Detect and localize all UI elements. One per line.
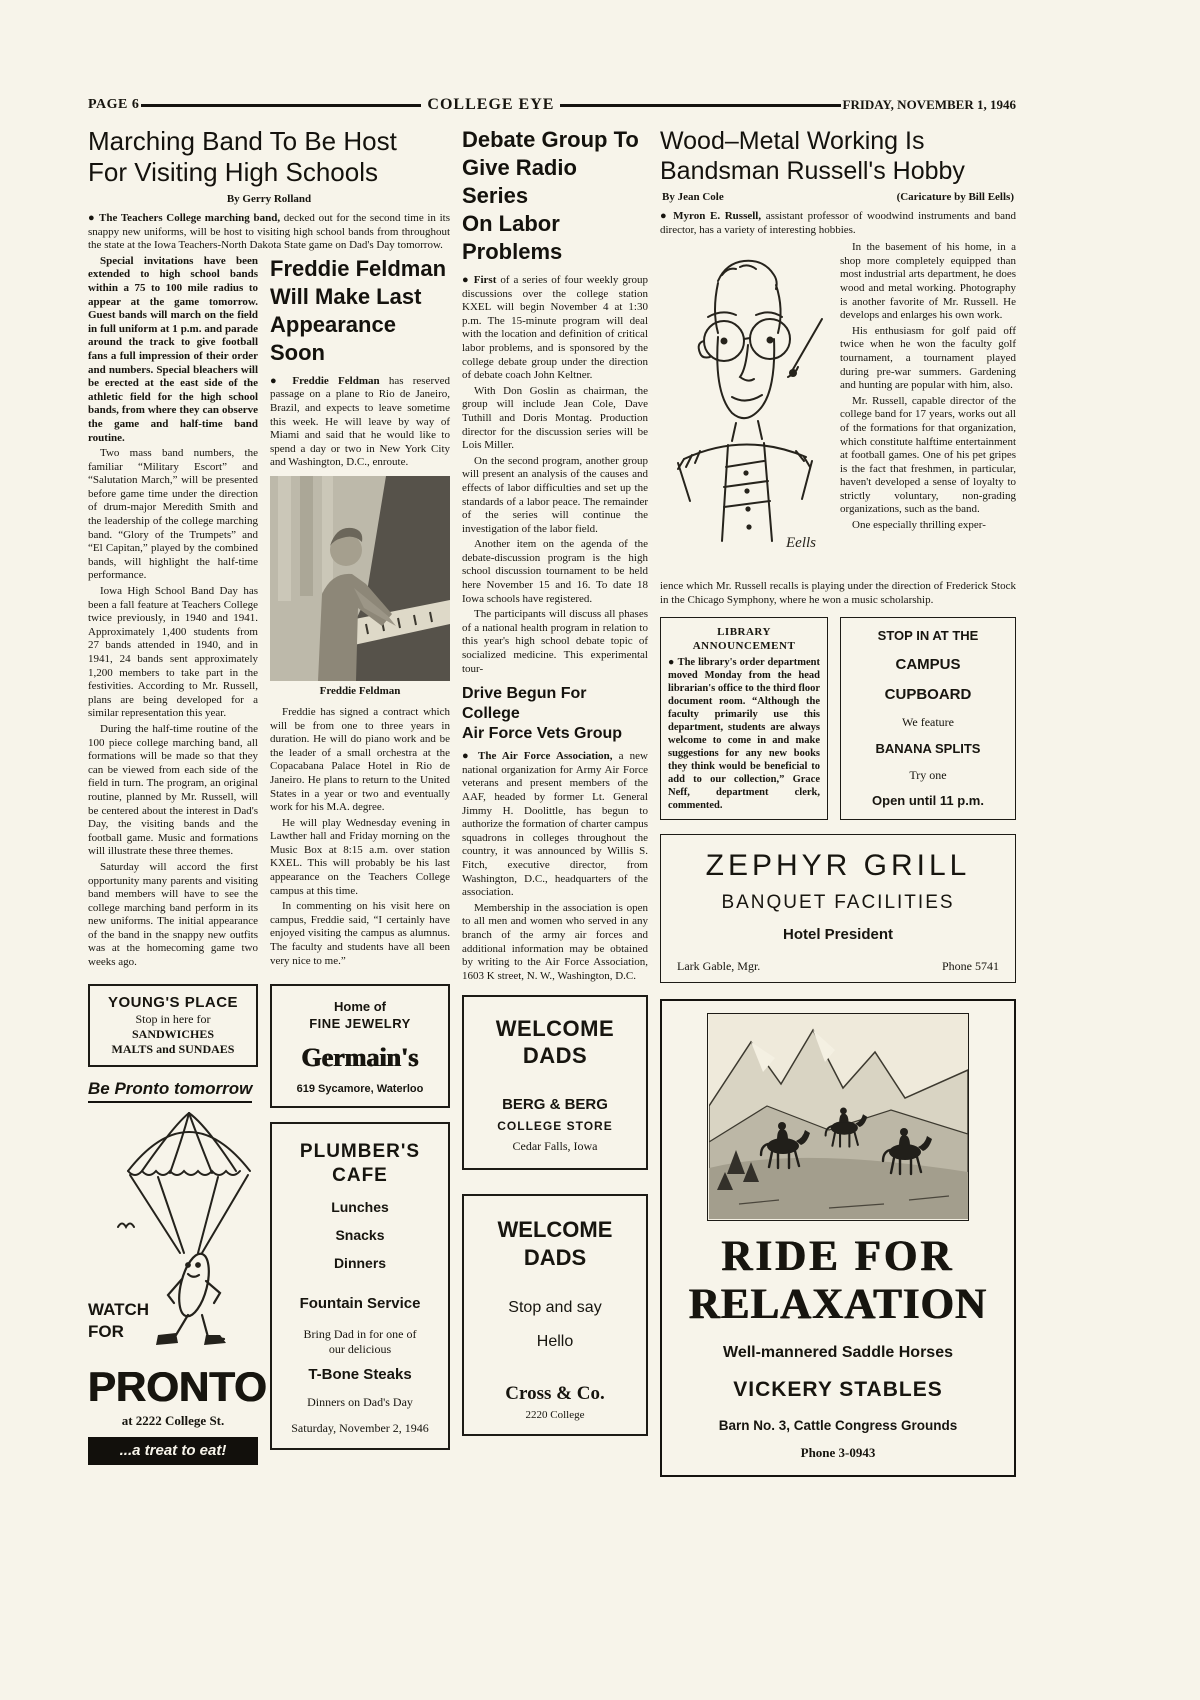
youngs-line: Stop in here for: [135, 1011, 211, 1026]
zephyr-line: BANQUET FACILITIES: [721, 892, 955, 914]
paragraph: One especially thrilling exper-: [852, 519, 986, 532]
paragraph: ience which Mr. Russell recalls is playing under the direction of Frederick Stock in the Chicago Symphony, where he won a music scholarship.: [660, 580, 1016, 606]
paragraph: In the basement of his home, in a shop more completely equipped than most industrial arts department, he does wood and metal working. Photography is another favorite of Mr. Russell. He develops and enlarges his own work.: [840, 241, 1016, 322]
cupboard-hours: Open until 11 p.m.: [872, 793, 984, 809]
caricature-signature: Eells: [786, 535, 816, 552]
pronto-watch-for: [88, 1299, 149, 1343]
plumbers-event: Dinners on Dad's Day: [307, 1395, 413, 1410]
germains-line: Home of: [334, 999, 386, 1015]
headline-line: Give Radio Series: [462, 155, 577, 208]
ride-phone: Phone 3-0943: [800, 1445, 876, 1461]
cupboard-try: Try one: [909, 767, 947, 782]
ad-vickery-stables: [660, 999, 1016, 1477]
ad-plumbers-cafe: [270, 1122, 450, 1450]
lede-text: assistant professor of woodwind instruments and band director, has a variety of interesting hobbies.: [660, 210, 1016, 236]
freddie-headline: [270, 255, 450, 367]
pronto-name: PRONTO: [88, 1362, 267, 1410]
caricature-credit: (Caricature by Bill Eells): [896, 191, 1014, 203]
masthead-rule-left: [141, 104, 421, 107]
cross-line: Stop and say: [508, 1299, 602, 1317]
lede-lead-in: ● First: [462, 274, 497, 286]
zephyr-manager: Lark Gable, Mgr.: [677, 959, 761, 974]
germains-address: 619 Sycamore, Waterloo: [296, 1083, 424, 1096]
berg-city: Cedar Falls, Iowa: [512, 1139, 598, 1154]
lede-lead-in: ● Myron E. Russell,: [660, 210, 762, 222]
ride-headline: RIDE FOR: [721, 1233, 955, 1281]
ad-germains: [270, 984, 450, 1108]
lede-text: decked out for the second time in its snappy new uniforms, will be host to visiting high school bands from throughout the state at the Iowa Teachers-North Dakota State game on Dad's Day tomorrow.: [88, 212, 450, 252]
headline-line: Wood–Metal Working Is: [660, 127, 925, 155]
ride-headline: RELAXATION: [688, 1281, 988, 1329]
airforce-headline: [462, 684, 648, 744]
masthead-rule-right: [560, 104, 840, 107]
paragraph: His enthusiasm for golf paid off twice when he won the faculty golf tournament, a tournament played during pre-war summers. Gardening and hunting are popular with him, also.: [840, 324, 1016, 392]
newspaper-title: COLLEGE EYE: [427, 96, 555, 113]
paragraph: With Don Goslin as chairman, the group will include Jean Cole, Dave Tuthill and Doris Montag. Production director for the discussion series will be Lois Miller.: [462, 384, 648, 452]
marching-band-body: [88, 255, 258, 970]
page-number: PAGE 6: [88, 97, 140, 112]
freddie-body: [270, 706, 450, 968]
youngs-line: MALTS and SUNDAES: [111, 1041, 235, 1056]
cross-address: 2220 College: [525, 1409, 585, 1422]
youngs-place-name: YOUNG'S PLACE: [107, 993, 239, 1011]
cross-welcome: DADS: [523, 1245, 587, 1271]
zephyr-phone: Phone 5741: [942, 959, 999, 974]
freddie-photo: [270, 476, 450, 681]
marching-band-headline: [88, 126, 450, 188]
plumbers-item: Lunches: [331, 1199, 389, 1216]
paragraph: Special invitations have been extended to high school bands within a 75 to 100 mile radius to appear at the game tomorrow. Guest bands will march on the field in full uniform at 1 p.m. and parade around the track to give football fans a full impression of their order and numbers. Special bleachers will be erected at the east side of the athletic field for the high school bands, from where they can observe the game and half-time band routine.: [88, 254, 258, 444]
cross-welcome: WELCOME: [497, 1217, 613, 1243]
library-title: LIBRARY ANNOUNCEMENT: [692, 626, 796, 653]
russell-byline-row: [662, 190, 1014, 204]
russell-lede: [660, 210, 1016, 237]
paragraph: The participants will discuss all phases of a national health program in relation to this year's high school debate topic of socialized medicine. This experimental tour-: [462, 608, 648, 675]
russell-body: [840, 241, 1016, 534]
plumbers-name: CAFE: [332, 1165, 388, 1187]
lede-lead-in: ● Freddie Feldman: [270, 374, 380, 387]
page-sheet: [88, 96, 1016, 1477]
pronto-scene: [88, 1103, 258, 1361]
ad-cross-and-co: [462, 1194, 648, 1436]
germains-line: FINE JEWELRY: [309, 1016, 411, 1032]
paragraph: Freddie has signed a contract which will be from one to three years in duration. He will do piano work and be the leader of a small orchestra at the Copacabana Palace Hotel in Rio de Janeiro. He plans to return to the United States in a year or two and eventually work for his M.A. degree.: [270, 705, 450, 814]
paragraph: During the half-time routine of the 100 piece college marching band, all formations will be made so that they can be viewed from each side of the field in turn. The program, an original routine, planned by Mr. Russell, will be centered about the interest in Dad's Day, the visiting bands and the football game. Music and formations will illustrate these three themes.: [88, 722, 258, 858]
berg-subtitle: COLLEGE STORE: [497, 1119, 613, 1134]
headline-line: Drive Begun For College: [462, 685, 587, 723]
vickery-stables-name: VICKERY STABLES: [733, 1378, 943, 1402]
paragraph: He will play Wednesday evening in Lawther hall and Friday morning on the Music Box at 8:15 a.m. over station KXEL. This will probably be his last appearance on the Teachers College campus at this time.: [270, 816, 450, 897]
airforce-body: [462, 750, 648, 983]
column-a: [88, 254, 267, 1465]
lede-text: a new national organization for Army Air Force veterans and present members of the AAF, headed by former Lt. General Jimmy H. Doolittle, has begun to authorize the formation of charter campus squadrons in colleges throughout the country, it was announced by Willis S. Fitch, executive director, from Washington, D.C., headquarters of the association.: [462, 750, 649, 899]
library-announcement-box: [660, 617, 828, 820]
russell-continuation: [660, 580, 1016, 607]
left-section: [88, 126, 450, 1465]
freddie-photo-caption: Freddie Feldman: [319, 684, 401, 697]
lede-lead-in: ● The Air Force Association,: [462, 750, 613, 763]
headline-line: Freddie Feldman: [270, 255, 447, 281]
russell-byline: By Jean Cole: [662, 191, 724, 203]
issue-date: FRIDAY, NOVEMBER 1, 1946: [842, 97, 1016, 112]
right-section: [660, 126, 1016, 1477]
russell-headline: [660, 126, 1016, 186]
headline-line: For Visiting High Schools: [88, 157, 378, 187]
plumbers-item: Dinners: [333, 1255, 387, 1272]
headline-line: Will Make Last: [270, 283, 422, 309]
library-body: ● The library's order department moved Monday from the head librarian's office to the third floor document room. “Although the faculty primarily use this department, students are always welcome to come in and make suggestions for any new books they think would be beneficial to add to our collection,” Grace Neff, department clerk, commented.: [668, 657, 820, 812]
paragraph: Another item on the agenda of the debate-discussion program is the high school discussion tournament to be held here November 15 and 16. To date 18 Iowa schools have registered.: [462, 538, 648, 605]
paragraph: Two mass band numbers, the familiar “Military Escort” and “Salutation March,” will be presented before game time under the direction of drum-major Meredith Smith and the leadership of the college marching band. “Glory of the Trumpets” and “El Capitan,” played by the combined bands, will highlight the half-time performance.: [88, 447, 258, 582]
ad-zephyr-grill: [660, 834, 1016, 983]
masthead: [88, 96, 1016, 114]
ad-pronto: [88, 1078, 267, 1465]
berg-welcome: DADS: [522, 1043, 588, 1069]
headline-line: Appearance Soon: [270, 311, 396, 365]
zephyr-line: Hotel President: [782, 926, 894, 944]
lede-lead-in: ● The Teachers College marching band,: [88, 212, 281, 224]
ad-berg-and-berg: [462, 995, 648, 1170]
pronto-watch: WATCH: [88, 1299, 150, 1319]
cupboard-line: STOP IN AT THE: [877, 628, 979, 644]
column-c: [462, 126, 648, 1436]
plumbers-special: T-Bone Steaks: [308, 1366, 412, 1384]
headline-line: Bandsman Russell's Hobby: [660, 157, 965, 185]
berg-welcome: WELCOME: [495, 1016, 615, 1042]
paragraph: Saturday will accord the first opportunity many parents and visiting band members will have to see the college marching band perform in its new uniforms. The initial appearance of the band in the snappy new outfits was at the homecoming game two weeks ago.: [88, 860, 258, 969]
column-b: [270, 255, 450, 1450]
berg-name: BERG & BERG: [502, 1096, 608, 1114]
cupboard-item: BANANA SPLITS: [875, 740, 981, 756]
ad-youngs-place: [88, 984, 258, 1067]
pronto-address: at 2222 College St.: [121, 1412, 225, 1428]
paragraph: Membership in the association is open to all men and women who served in any branch of the army air forces and additional information may be obtained by writing to the Air Force Association, 1603 K street, N. W., Washington, D.C.: [462, 901, 648, 982]
lede-text: has reserved passage on a plane to Rio de Janeiro, Brazil, and expects to leave sometime this week. He will leave by way of Miami and said that he would like to spend a day or two in New York City and Washington, D.C., enroute.: [270, 374, 450, 469]
ride-location: Barn No. 3, Cattle Congress Grounds: [718, 1418, 958, 1434]
plumbers-item: Snacks: [335, 1227, 385, 1244]
russell-caricature: [660, 241, 828, 576]
plumbers-pitch: Bring Dad in for one of: [303, 1327, 417, 1342]
cupboard-feature: We feature: [902, 714, 954, 729]
paragraph: Iowa High School Band Day has been a fall feature at Teachers College twice previously, in 1940 and 1941. Approximately 1,400 students from 27 bands attended in 1940, and in 1941, 24 bands sent approximately 1,200 members to take part in the festivities. According to Mr. Russell, plans are being developed for a similar representation this year.: [88, 585, 258, 720]
marching-band-lede: [88, 212, 450, 253]
paragraph: In commenting on his visit here on campus, Freddie said, “I certainly have enjoyed visiting the campus as alumnus. The faculty and students have all been very nice to me.”: [270, 900, 450, 967]
article-marching-band-head: [88, 126, 450, 253]
pronto-slogan-bar: ...a treat to eat!: [88, 1437, 258, 1465]
pronto-tagline: Be Pronto tomorrow: [88, 1079, 252, 1103]
paragraph: On the second program, another group will present an analysis of the causes and effects of labor difficulties and set up the standards of a labor peace. The remainder of the series will continue the investigation of the labor field.: [462, 454, 648, 535]
cupboard-name: CAMPUS: [895, 656, 961, 674]
headline-line: On Labor Problems: [462, 211, 563, 264]
zephyr-name: ZEPHYR GRILL: [705, 849, 971, 883]
headline-line: Debate Group To: [462, 127, 639, 152]
debate-body: [462, 274, 648, 676]
marching-band-byline: By Gerry Rolland: [226, 193, 312, 205]
plumbers-service: Fountain Service: [299, 1295, 421, 1313]
debate-headline: [462, 126, 648, 266]
headline-line: Air Force Vets Group: [462, 725, 623, 743]
plumbers-event: Saturday, November 2, 1946: [291, 1421, 429, 1436]
horse-riders-illustration: [707, 1013, 969, 1221]
youngs-line: SANDWICHES: [131, 1026, 215, 1041]
germains-name: Germain's: [301, 1043, 419, 1073]
lede-text: of a series of four weekly group discussions over the college station KXEL will begin November 4 at 1:30 p.m. The 15-minute program will deal with the location and definition of critical labor problems, and is sponsored by the college debate group under the direction of debate coach John Keltner.: [462, 274, 649, 382]
cross-name: Cross & Co.: [505, 1383, 605, 1405]
plumbers-name: PLUMBER'S: [299, 1141, 421, 1163]
pronto-for: FOR: [88, 1321, 124, 1341]
cupboard-name: CUPBOARD: [884, 686, 972, 704]
ride-subline: Well-mannered Saddle Horses: [723, 1344, 953, 1362]
ad-campus-cupboard: [840, 617, 1016, 820]
paragraph: Mr. Russell, capable director of the college band for 17 years, works out all of the formations for that organization, which constitute halftime entertainment at football games. One of his pet gripes is the fact that freshmen, in particular, haven't developed a sense of loyalty to strictly voluntary, non-grading organizations, such as the band.: [840, 394, 1016, 516]
plumbers-pitch: our delicious: [328, 1342, 392, 1357]
cross-line: Hello: [536, 1333, 574, 1351]
headline-line: Marching Band To Be Host: [88, 126, 397, 156]
freddie-lede: [270, 375, 450, 470]
